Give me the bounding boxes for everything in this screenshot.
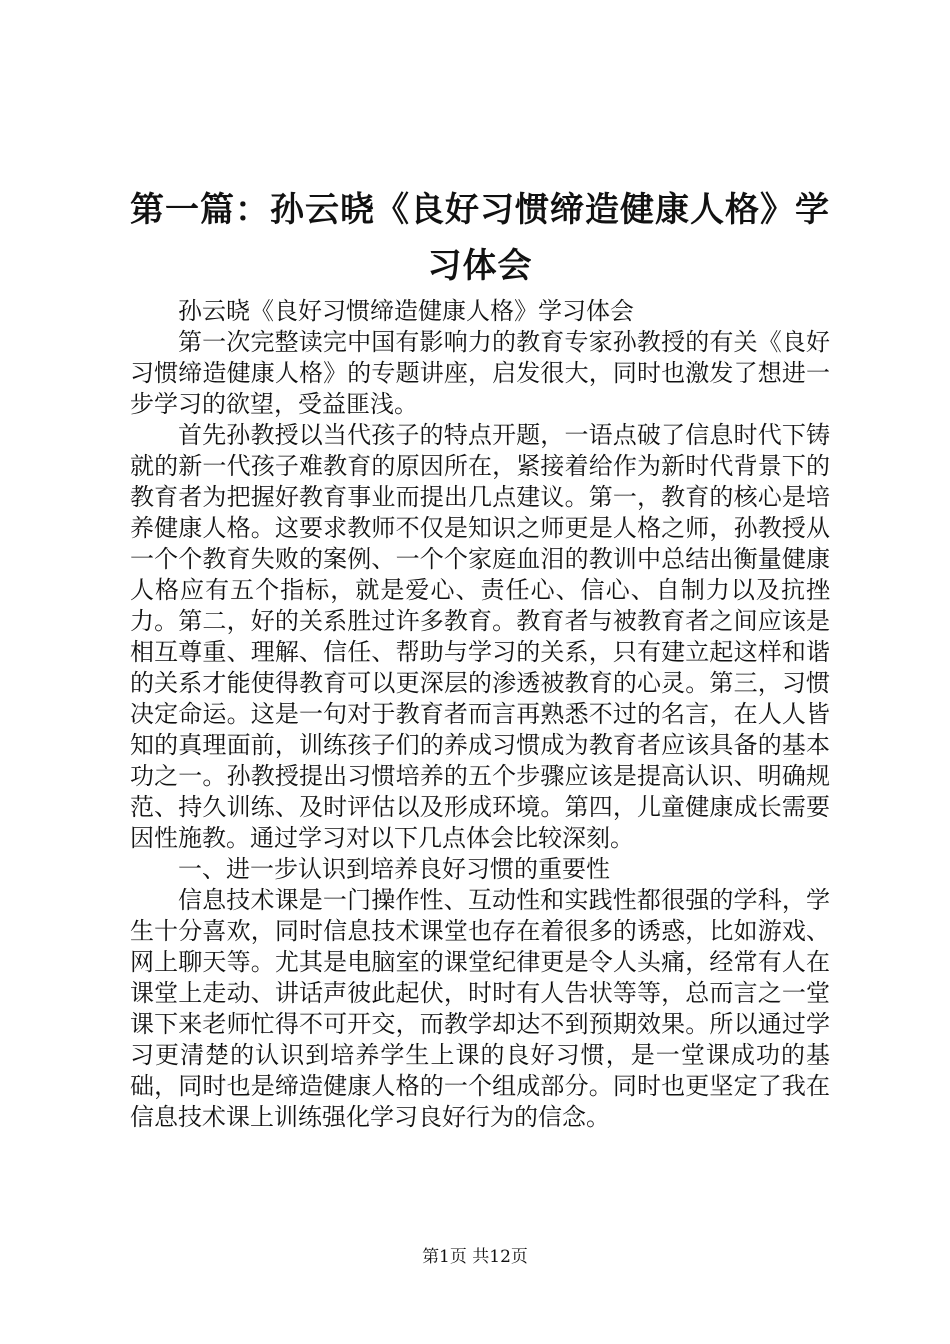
page-footer: 第1页 共12页 [422, 1247, 528, 1267]
document-body [130, 296, 830, 1133]
document-title: 第一篇：孙云晓《良好习惯缔造健康人格》学习体会 [130, 190, 830, 286]
subtitle-paragraph: 孙云晓《良好习惯缔造健康人格》学习体会 [178, 297, 634, 325]
section-heading: 一、进一步认识到培养良好习惯的重要性 [178, 855, 610, 883]
document-page [130, 182, 830, 1133]
intro-paragraph: 第一次完整读完中国有影响力的教育专家孙教授的有关《良好习惯缔造健康人格》的专题讲座，启发很大，同时也激发了想进一步学习的欲望，受益匪浅。 [130, 328, 830, 418]
section-paragraph: 信息技术课是一门操作性、互动性和实践性都很强的学科，学生十分喜欢，同时信息技术课堂也存在着很多的诱惑，比如游戏、网上聊天等。尤其是电脑室的课堂纪律更是令人头痛，经常有人在课堂上走动、讲话声彼此起伏，时时有人告状等等，总而言之一堂课下来老师忙得不可开交，而教学却达不到预期效果。所以通过学习更清楚的认识到培养学生上课的良好习惯，是一堂课成功的基础，同时也是缔造健康人格的一个组成部分。同时也更坚定了我在信息技术课上训练强化学习良好行为的信念。 [130, 886, 830, 1131]
main-paragraph: 首先孙教授以当代孩子的特点开题，一语点破了信息时代下铸就的新一代孩子难教育的原因所在，紧接着给作为新时代背景下的教育者为把握好教育事业而提出几点建议。第一，教育的核心是培养健康人格。这要求教师不仅是知识之师更是人格之师，孙教授从一个个教育失败的案例、一个个家庭血泪的教训中总结出衡量健康人格应有五个指标，就是爱心、责任心、信心、自制力以及抗挫力。第二，好的关系胜过许多教育。教育者与被教育者之间应该是相互尊重、理解、信任、帮助与学习的关系，只有建立起这样和谐的关系才能使得教育可以更深层的渗透被教育的心灵。第三，习惯决定命运。这是一句对于教育者而言再熟悉不过的名言，在人人皆知的真理面前，训练孩子们的养成习惯成为教育者应该具备的基本功之一。孙教授提出习惯培养的五个步骤应该是提高认识、明确规范、持久训练、及时评估以及形成环境。第四，儿童健康成长需要因性施教。通过学习对以下几点体会比较深刻。 [130, 421, 830, 852]
